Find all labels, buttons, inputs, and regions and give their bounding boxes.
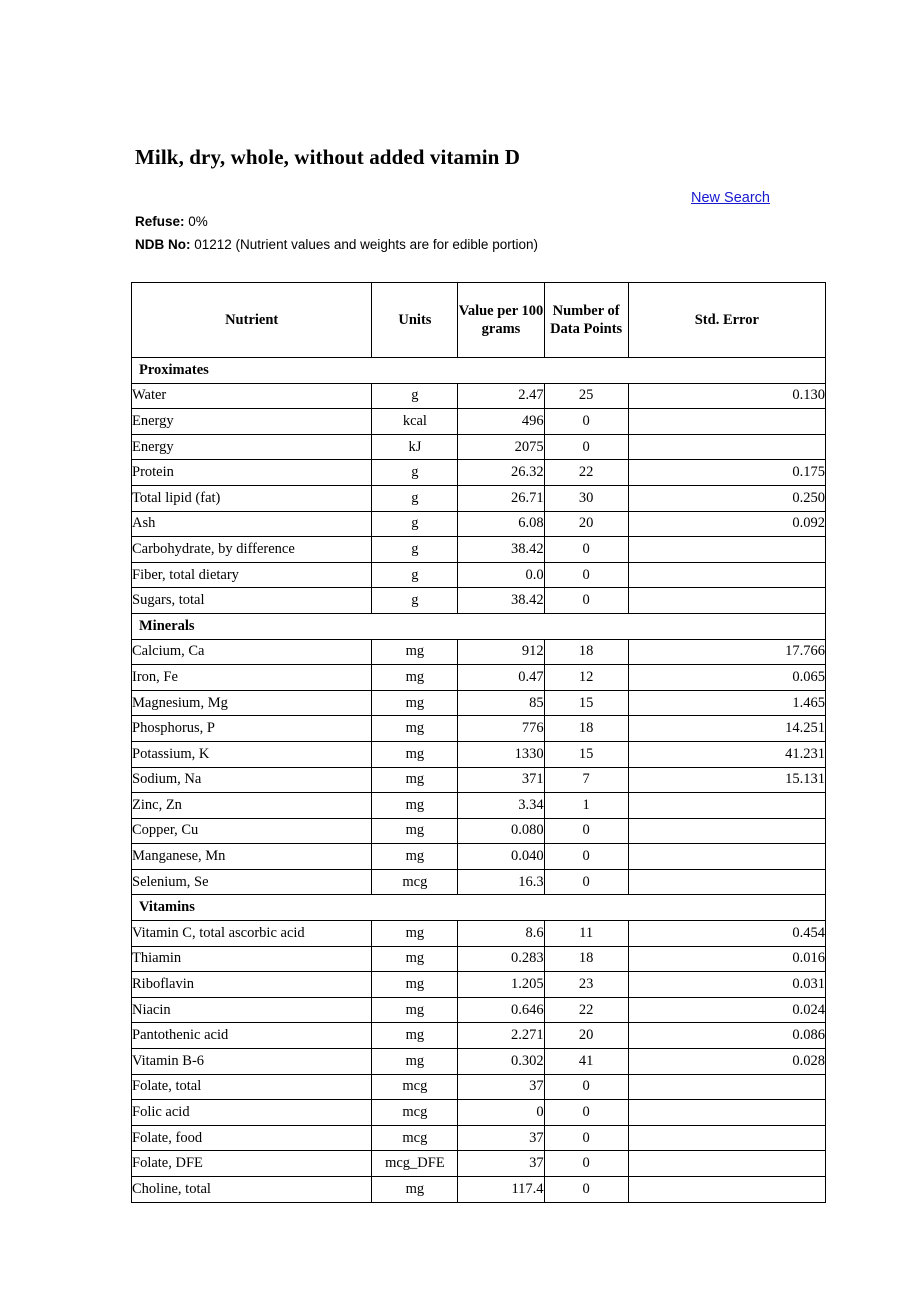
- cell-error: 0.250: [628, 485, 825, 511]
- cell-points: 15: [544, 690, 628, 716]
- cell-points: 41: [544, 1049, 628, 1075]
- table-row: [132, 997, 826, 1023]
- cell-value: 2.271: [458, 1023, 544, 1049]
- table-row: [132, 639, 826, 665]
- group-label: Proximates: [132, 358, 826, 384]
- cell-points: 18: [544, 716, 628, 742]
- group-label: Vitamins: [132, 895, 826, 921]
- cell-nutrient: Riboflavin: [132, 972, 372, 998]
- cell-units: mg: [372, 767, 458, 793]
- cell-nutrient: Phosphorus, P: [132, 716, 372, 742]
- cell-nutrient: Selenium, Se: [132, 869, 372, 895]
- cell-error: [628, 1125, 825, 1151]
- cell-units: mg: [372, 844, 458, 870]
- cell-value: 2.47: [458, 383, 544, 409]
- cell-nutrient: Sugars, total: [132, 588, 372, 614]
- cell-points: 7: [544, 767, 628, 793]
- cell-points: 0: [544, 1151, 628, 1177]
- cell-error: 0.065: [628, 665, 825, 691]
- cell-points: 0: [544, 869, 628, 895]
- table-row: [132, 818, 826, 844]
- cell-value: 0.080: [458, 818, 544, 844]
- cell-units: g: [372, 588, 458, 614]
- table-row: [132, 665, 826, 691]
- cell-points: 20: [544, 1023, 628, 1049]
- cell-points: 0: [544, 1125, 628, 1151]
- cell-units: mg: [372, 1177, 458, 1203]
- cell-error: [628, 1151, 825, 1177]
- cell-value: 37: [458, 1151, 544, 1177]
- cell-units: mcg: [372, 1100, 458, 1126]
- header-units: Units: [372, 283, 458, 358]
- cell-units: mg: [372, 716, 458, 742]
- cell-error: 15.131: [628, 767, 825, 793]
- cell-value: 117.4: [458, 1177, 544, 1203]
- header-points: Number of Data Points: [544, 283, 628, 358]
- table-row: [132, 972, 826, 998]
- cell-value: 3.34: [458, 793, 544, 819]
- cell-points: 0: [544, 1074, 628, 1100]
- cell-error: 0.092: [628, 511, 825, 537]
- cell-nutrient: Pantothenic acid: [132, 1023, 372, 1049]
- cell-nutrient: Copper, Cu: [132, 818, 372, 844]
- cell-error: 0.016: [628, 946, 825, 972]
- cell-value: 0.0: [458, 562, 544, 588]
- cell-nutrient: Folate, DFE: [132, 1151, 372, 1177]
- cell-error: 0.031: [628, 972, 825, 998]
- cell-error: [628, 588, 825, 614]
- refuse-value: 0%: [188, 214, 208, 229]
- cell-value: 0: [458, 1100, 544, 1126]
- cell-value: 496: [458, 409, 544, 435]
- cell-error: [628, 537, 825, 563]
- cell-value: 16.3: [458, 869, 544, 895]
- table-row: [132, 921, 826, 947]
- cell-nutrient: Energy: [132, 434, 372, 460]
- table-row: [132, 946, 826, 972]
- table-row: [132, 537, 826, 563]
- cell-points: 1: [544, 793, 628, 819]
- cell-points: 30: [544, 485, 628, 511]
- table-row: [132, 844, 826, 870]
- cell-value: 26.71: [458, 485, 544, 511]
- cell-points: 0: [544, 844, 628, 870]
- cell-points: 18: [544, 946, 628, 972]
- cell-nutrient: Vitamin C, total ascorbic acid: [132, 921, 372, 947]
- cell-error: [628, 1074, 825, 1100]
- cell-units: g: [372, 511, 458, 537]
- cell-value: 8.6: [458, 921, 544, 947]
- cell-points: 0: [544, 434, 628, 460]
- header-error: Std. Error: [628, 283, 825, 358]
- cell-value: 0.646: [458, 997, 544, 1023]
- table-row: [132, 434, 826, 460]
- cell-points: 12: [544, 665, 628, 691]
- cell-value: 85: [458, 690, 544, 716]
- cell-points: 15: [544, 741, 628, 767]
- cell-nutrient: Iron, Fe: [132, 665, 372, 691]
- cell-nutrient: Energy: [132, 409, 372, 435]
- cell-error: [628, 1100, 825, 1126]
- cell-value: 776: [458, 716, 544, 742]
- cell-points: 0: [544, 588, 628, 614]
- cell-units: mcg: [372, 1074, 458, 1100]
- cell-error: 0.130: [628, 383, 825, 409]
- cell-points: 0: [544, 818, 628, 844]
- cell-units: mg: [372, 741, 458, 767]
- cell-nutrient: Choline, total: [132, 1177, 372, 1203]
- cell-value: 0.283: [458, 946, 544, 972]
- cell-error: [628, 409, 825, 435]
- table-row: [132, 1151, 826, 1177]
- cell-error: [628, 844, 825, 870]
- table-row: [132, 1100, 826, 1126]
- cell-error: 0.175: [628, 460, 825, 486]
- cell-nutrient: Potassium, K: [132, 741, 372, 767]
- table-group-row: [132, 895, 826, 921]
- cell-error: 17.766: [628, 639, 825, 665]
- cell-value: 37: [458, 1125, 544, 1151]
- cell-error: 14.251: [628, 716, 825, 742]
- cell-units: kJ: [372, 434, 458, 460]
- table-header: [132, 283, 826, 358]
- table-row: [132, 562, 826, 588]
- cell-value: 912: [458, 639, 544, 665]
- table-group-row: [132, 358, 826, 384]
- table-row: [132, 409, 826, 435]
- cell-points: 0: [544, 1100, 628, 1126]
- cell-nutrient: Niacin: [132, 997, 372, 1023]
- table-row: [132, 511, 826, 537]
- cell-units: mg: [372, 997, 458, 1023]
- cell-error: [628, 818, 825, 844]
- cell-value: 0.302: [458, 1049, 544, 1075]
- refuse-line: [135, 214, 208, 229]
- ndb-value: 01212 (Nutrient values and weights are for edible portion): [194, 237, 538, 252]
- table-row: [132, 869, 826, 895]
- nutrient-table: [131, 282, 826, 1203]
- cell-nutrient: Magnesium, Mg: [132, 690, 372, 716]
- header-value: Value per 100 grams: [458, 283, 544, 358]
- cell-units: mg: [372, 665, 458, 691]
- cell-error: 1.465: [628, 690, 825, 716]
- cell-nutrient: Sodium, Na: [132, 767, 372, 793]
- new-search-link[interactable]: New Search: [691, 190, 770, 206]
- cell-nutrient: Folate, food: [132, 1125, 372, 1151]
- cell-value: 38.42: [458, 588, 544, 614]
- cell-nutrient: Water: [132, 383, 372, 409]
- cell-value: 1330: [458, 741, 544, 767]
- cell-error: 41.231: [628, 741, 825, 767]
- cell-error: 0.028: [628, 1049, 825, 1075]
- cell-points: 0: [544, 409, 628, 435]
- cell-points: 0: [544, 537, 628, 563]
- ndb-line: [135, 237, 538, 252]
- cell-value: 38.42: [458, 537, 544, 563]
- cell-units: mg: [372, 972, 458, 998]
- table-row: [132, 1023, 826, 1049]
- cell-value: 6.08: [458, 511, 544, 537]
- page-title: Milk, dry, whole, without added vitamin D: [135, 145, 521, 170]
- ndb-label: NDB No:: [135, 237, 191, 252]
- cell-nutrient: Thiamin: [132, 946, 372, 972]
- table-row: [132, 741, 826, 767]
- cell-units: mg: [372, 1023, 458, 1049]
- refuse-label: Refuse:: [135, 214, 185, 229]
- cell-nutrient: Vitamin B-6: [132, 1049, 372, 1075]
- cell-value: 26.32: [458, 460, 544, 486]
- table-row: [132, 690, 826, 716]
- cell-nutrient: Carbohydrate, by difference: [132, 537, 372, 563]
- cell-value: 1.205: [458, 972, 544, 998]
- cell-nutrient: Fiber, total dietary: [132, 562, 372, 588]
- cell-points: 0: [544, 562, 628, 588]
- table-row: [132, 1125, 826, 1151]
- cell-points: 25: [544, 383, 628, 409]
- table-row: [132, 1074, 826, 1100]
- cell-error: [628, 793, 825, 819]
- cell-units: g: [372, 537, 458, 563]
- cell-value: 371: [458, 767, 544, 793]
- cell-nutrient: Ash: [132, 511, 372, 537]
- cell-nutrient: Protein: [132, 460, 372, 486]
- cell-units: mcg: [372, 1125, 458, 1151]
- cell-units: mg: [372, 690, 458, 716]
- table-row: [132, 460, 826, 486]
- cell-units: mcg_DFE: [372, 1151, 458, 1177]
- cell-error: 0.024: [628, 997, 825, 1023]
- cell-value: 0.040: [458, 844, 544, 870]
- cell-error: [628, 562, 825, 588]
- table-row: [132, 1049, 826, 1075]
- cell-units: mg: [372, 1049, 458, 1075]
- group-label: Minerals: [132, 613, 826, 639]
- cell-units: g: [372, 562, 458, 588]
- cell-nutrient: Calcium, Ca: [132, 639, 372, 665]
- header-nutrient: Nutrient: [132, 283, 372, 358]
- cell-units: g: [372, 460, 458, 486]
- table-row: [132, 1177, 826, 1203]
- cell-units: mcg: [372, 869, 458, 895]
- cell-points: 18: [544, 639, 628, 665]
- cell-points: 20: [544, 511, 628, 537]
- table-row: [132, 793, 826, 819]
- cell-points: 11: [544, 921, 628, 947]
- cell-units: mg: [372, 921, 458, 947]
- cell-points: 0: [544, 1177, 628, 1203]
- cell-error: [628, 1177, 825, 1203]
- cell-nutrient: Folate, total: [132, 1074, 372, 1100]
- cell-points: 23: [544, 972, 628, 998]
- table-group-row: [132, 613, 826, 639]
- cell-units: g: [372, 383, 458, 409]
- cell-points: 22: [544, 460, 628, 486]
- cell-units: mg: [372, 946, 458, 972]
- cell-units: mg: [372, 818, 458, 844]
- cell-nutrient: Folic acid: [132, 1100, 372, 1126]
- cell-points: 22: [544, 997, 628, 1023]
- cell-error: [628, 869, 825, 895]
- table-row: [132, 716, 826, 742]
- cell-nutrient: Manganese, Mn: [132, 844, 372, 870]
- cell-value: 2075: [458, 434, 544, 460]
- cell-nutrient: Total lipid (fat): [132, 485, 372, 511]
- cell-units: mg: [372, 793, 458, 819]
- cell-error: 0.454: [628, 921, 825, 947]
- table-row: [132, 767, 826, 793]
- table-row: [132, 383, 826, 409]
- table-row: [132, 588, 826, 614]
- cell-units: mg: [372, 639, 458, 665]
- cell-error: 0.086: [628, 1023, 825, 1049]
- cell-error: [628, 434, 825, 460]
- cell-nutrient: Zinc, Zn: [132, 793, 372, 819]
- table-body: [132, 358, 826, 1203]
- cell-units: g: [372, 485, 458, 511]
- cell-value: 37: [458, 1074, 544, 1100]
- cell-value: 0.47: [458, 665, 544, 691]
- table-row: [132, 485, 826, 511]
- cell-units: kcal: [372, 409, 458, 435]
